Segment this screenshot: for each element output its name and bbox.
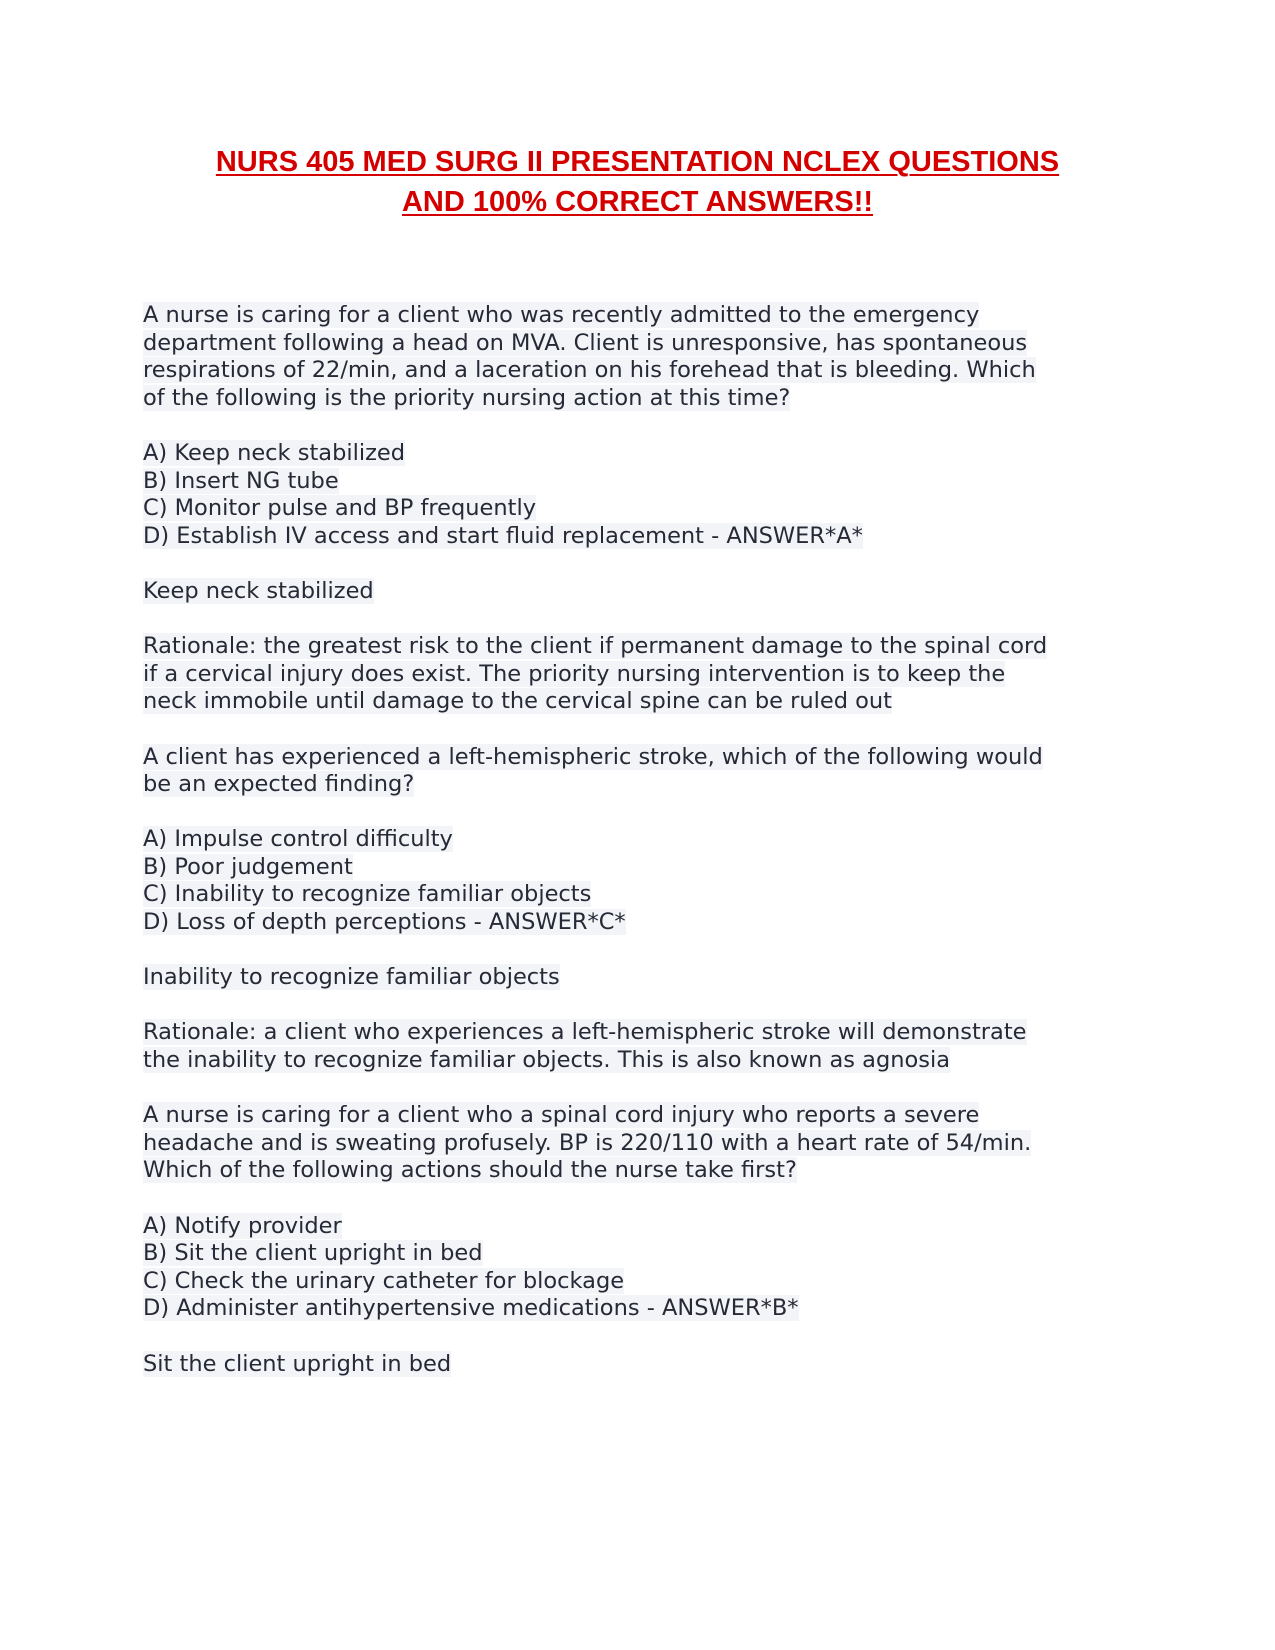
title-line-2: AND 100% CORRECT ANSWERS!! bbox=[401, 186, 874, 218]
option-d-with-answer: D) Establish IV access and start fluid replacement - ANSWER*A* bbox=[143, 522, 863, 549]
option-d-with-answer: D) Loss of depth perceptions - ANSWER*C* bbox=[143, 909, 626, 936]
question-3-answer bbox=[143, 1351, 1143, 1379]
option-d-with-answer: D) Administer antihypertensive medications - ANSWER*B* bbox=[143, 1295, 799, 1322]
question-text-line: Which of the following actions should the nurse take first? bbox=[143, 1157, 797, 1184]
rationale-line: Rationale: the greatest risk to the client if permanent damage to the spinal cord bbox=[143, 633, 1048, 660]
question-text-line: department following a head on MVA. Client is unresponsive, has spontaneous bbox=[143, 329, 1028, 356]
question-text-line: be an expected finding? bbox=[143, 771, 415, 798]
question-3-options bbox=[143, 1213, 1143, 1323]
question-text-line: A nurse is caring for a client who a spinal cord injury who reports a severe bbox=[143, 1102, 980, 1129]
option-c: C) Monitor pulse and BP frequently bbox=[143, 495, 537, 522]
question-text-line: headache and is sweating profusely. BP is 220/110 with a heart rate of 54/min. bbox=[143, 1129, 1032, 1156]
title-line-1: NURS 405 MED SURG II PRESENTATION NCLEX QUESTIONS bbox=[215, 146, 1060, 178]
question-2-rationale bbox=[143, 1019, 1143, 1074]
option-b: B) Insert NG tube bbox=[143, 467, 339, 494]
answer-text: Keep neck stabilized bbox=[143, 577, 374, 604]
document-body bbox=[143, 302, 1143, 1406]
question-1-answer bbox=[143, 578, 1143, 606]
rationale-line: if a cervical injury does exist. The priority nursing intervention is to keep the bbox=[143, 660, 1006, 687]
question-3-stem bbox=[143, 1102, 1143, 1185]
answer-text: Inability to recognize familiar objects bbox=[143, 964, 560, 991]
option-a: A) Notify provider bbox=[143, 1212, 342, 1239]
document-title bbox=[140, 142, 1135, 222]
rationale-line: Rationale: a client who experiences a left-hemispheric stroke will demonstrate bbox=[143, 1019, 1027, 1046]
question-text-line: A nurse is caring for a client who was recently admitted to the emergency bbox=[143, 302, 980, 328]
question-2-answer bbox=[143, 964, 1143, 992]
rationale-line: neck immobile until damage to the cervical spine can be ruled out bbox=[143, 688, 892, 715]
option-a: A) Keep neck stabilized bbox=[143, 439, 406, 466]
question-1-rationale bbox=[143, 633, 1143, 716]
question-1-stem bbox=[143, 302, 1143, 412]
question-1-options bbox=[143, 440, 1143, 550]
answer-text: Sit the client upright in bed bbox=[143, 1350, 452, 1377]
question-2-stem bbox=[143, 744, 1143, 799]
option-c: C) Check the urinary catheter for blockage bbox=[143, 1267, 625, 1294]
option-c: C) Inability to recognize familiar objects bbox=[143, 881, 592, 908]
question-text-line: respirations of 22/min, and a laceration on his forehead that is bleeding. Which bbox=[143, 357, 1036, 384]
question-2-options bbox=[143, 826, 1143, 936]
option-b: B) Sit the client upright in bed bbox=[143, 1240, 483, 1267]
rationale-line: the inability to recognize familiar objects. This is also known as agnosia bbox=[143, 1047, 951, 1074]
question-text-line: of the following is the priority nursing action at this time? bbox=[143, 384, 791, 411]
question-text-line: A client has experienced a left-hemispheric stroke, which of the following would bbox=[143, 743, 1043, 770]
option-b: B) Poor judgement bbox=[143, 853, 353, 880]
option-a: A) Impulse control difficulty bbox=[143, 826, 453, 853]
